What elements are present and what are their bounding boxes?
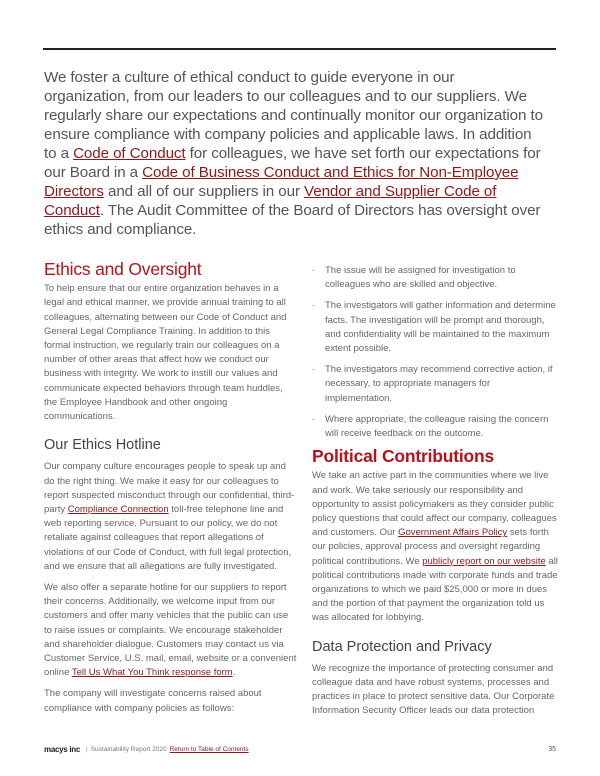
page-number: 35 [548, 745, 556, 753]
ethics-oversight-heading: Ethics and Oversight [44, 259, 202, 279]
header-rule [43, 48, 556, 50]
intro-text-3: and all of our suppliers in our [103, 183, 305, 200]
list-item [312, 299, 558, 356]
political-text: all political contributions made with corporate funds and trade organizations to which we paid $25,000 or more in dues and the portion of that payment the organization told us was allocated for lobbying. [312, 555, 558, 624]
list-item-text: The investigators will gather information and determine facts. The investigation will be prompt and thorough, and confidentiality will be maintained to the maximum extent possible. [325, 300, 556, 355]
list-item-text: Where appropriate, the colleague raising the concern will receive feedback on the outcome. [325, 413, 549, 440]
bullet-dash-icon: - [312, 413, 316, 425]
bullet-dash-icon: - [312, 265, 316, 276]
intro-paragraph [44, 68, 544, 239]
list-item [312, 264, 558, 292]
list-item [312, 363, 558, 406]
bullet-dash-icon: - [312, 364, 316, 376]
ethics-hotline-heading: Our Ethics Hotline [44, 437, 161, 454]
logo-text: macys inc [44, 744, 80, 754]
right-column [312, 264, 558, 726]
board-code-link[interactable]: Code of Business Conduct and Ethics for Non-Employee Directors [44, 164, 519, 200]
tell-us-what-you-think-link[interactable]: Tell Us What You Think response form [71, 667, 233, 679]
list-item [312, 413, 558, 441]
public-report-link[interactable]: publicly report on our website [422, 555, 546, 567]
ethics-hotline-paragraph-2 [44, 581, 298, 680]
political-contributions-heading: Political Contributions [312, 446, 495, 467]
left-column [44, 259, 298, 723]
ethics-hotline-paragraph-3: The company will investigate concerns raised about compliance with company policies as follows: [44, 688, 262, 714]
intro-text-1: We foster a culture of ethical conduct to guide everyone in our organization, from our leaders to our colleagues and to our suppliers. We regularly share our expectations and continually monitor our organization to ensure compliance with company policies and applicable laws. In addition to a [44, 69, 543, 162]
return-to-toc-link[interactable]: Return to Table of Contents [169, 745, 249, 753]
hotline-text: We also offer a separate hotline for our suppliers to report their concerns. Additionally, we welcome input from our customers and offer many vehicles that the public can use to raise issues or complaints. We encourage stakeholder and shareholder dialogue. Customers may contact us via Customer Service, U.S. mail, email, website or a convenient online [44, 582, 297, 679]
list-item-text: The issue will be assigned for investigation to colleagues who are skilled and objective. [325, 265, 516, 291]
data-protection-heading: Data Protection and Privacy [312, 638, 492, 655]
ethics-hotline-paragraph-1 [44, 460, 298, 574]
data-protection-body: We recognize the importance of protecting consumer and colleague data and have robust systems, processes and practices in place to protect sensitive data. Our Corporate Information Security Officer leads our data protection [312, 662, 555, 717]
list-item-text: The investigators may recommend corrective action, if necessary, to appropriate managers for implementation. [325, 364, 553, 404]
code-of-conduct-link[interactable]: Code of Conduct [73, 145, 186, 162]
political-text: We take an active part in the communities where we live and work. We take seriously our responsibility and opportunity to assist policymakers as they consider public policy questions that could affect our company, colleagues and customers. Our [312, 470, 557, 539]
hotline-text: toll-free telephone line and web reporting service. Pursuant to our policy, we do not retaliate against colleagues that report allegations of violations of our Code of Conduct, with full legal protection, and we ensure that all allegations are fully investigated. [44, 504, 292, 572]
intro-text-4: . The Audit Committee of the Board of Directors has oversight over ethics and compliance. [44, 202, 541, 238]
vendor-code-link[interactable]: Vendor and Supplier Code of Conduct [44, 183, 497, 219]
investigation-steps-list [312, 264, 558, 441]
hotline-text: Our company culture encourages people to speak up and do the right thing. We make it easy for our colleagues to report suspected misconduct through our confidential, third-party [44, 461, 295, 516]
political-text: sets forth our policies, approval process and oversight regarding political contributions. We [312, 527, 549, 567]
intro-text-2: for colleagues, we have set forth our expectations for our Board in a [44, 145, 541, 181]
ethics-oversight-body: To help ensure that our entire organization behaves in a legal and ethical manner, we provide annual training to all colleagues, alternating between our Code of Conduct and General Legal Compliance Training. In addition to this formal instruction, we regularly train our colleagues on a number of other areas that affect how we conduct our business with integrity. We work to instill our values and communicate expected behaviors through team huddles, the Employee Handbook and other ongoing communications. [44, 283, 287, 423]
political-contributions-body [312, 469, 558, 625]
report-label: Sustainability Report 2020 [90, 745, 167, 753]
page-footer [44, 742, 556, 756]
hotline-text: . [232, 667, 236, 679]
footer-separator: | [86, 745, 88, 753]
government-affairs-policy-link[interactable]: Government Affairs Policy [398, 527, 508, 539]
macys-logo [44, 745, 80, 754]
bullet-dash-icon: - [312, 300, 316, 312]
compliance-connection-link[interactable]: Compliance Connection [67, 504, 169, 516]
